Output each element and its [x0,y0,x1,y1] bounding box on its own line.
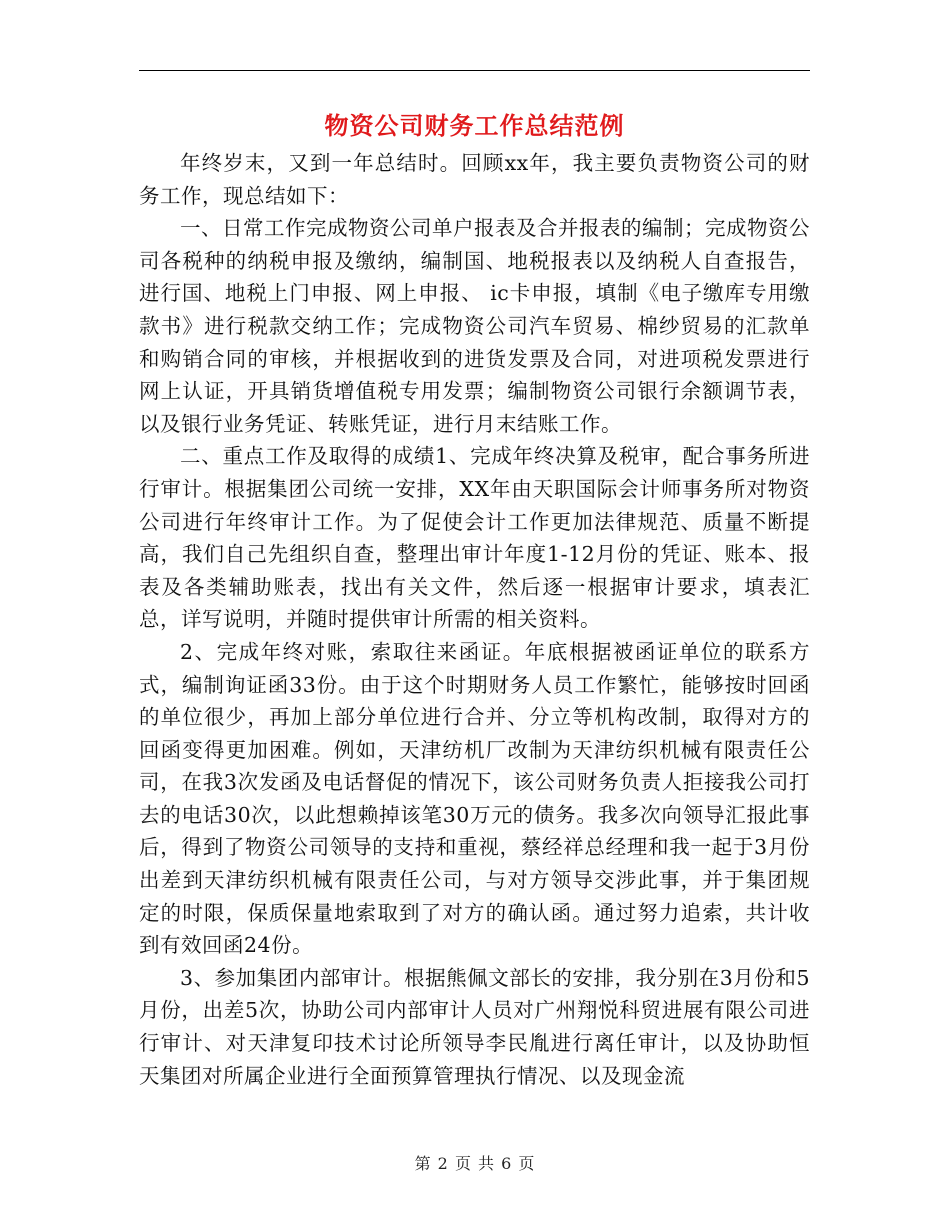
paragraph-confirmation: 2、完成年终对账，索取往来函证。年底根据被函证单位的联系方式，编制询证函33份。由于这个时期财务人员工作繁忙，能够按时回函的单位很少，再加上部分单位进行合并、分立等机构改制，取得对方的回函变得更加困难。例如，天津纺机厂改制为天津纺织机械有限责任公司，在我3次发函及电话督促的情况下，该公司财务负责人拒接我公司打去的电话30次，以此想赖掉该笔30万元的债务。我多次向领导汇报此事后，得到了物资公司领导的支持和重视，蔡经祥总经理和我一起于3月份出差到天津纺织机械有限责任公司，与对方领导交涉此事，并于集团规定的时限，保质保量地索取到了对方的确认函。通过努力追索，共计收到有效回函24份。 [139,639,810,958]
header-rule [139,70,810,71]
paragraph-key-work: 二、重点工作及取得的成绩1、完成年终决算及税审，配合事务所进行审计。根据集团公司统一安排，XX年由天职国际会计师事务所对物资公司进行年终审计工作。为了促使会计工作更加法律规范、质量不断提高，我们自己先组织自查，整理出审计年度1-12月份的凭证、账本、报表及各类辅助账表，找出有关文件，然后逐一根据审计要求，填表汇总，详写说明，并随时提供审计所需的相关资料。 [139,444,810,632]
paragraph-internal-audit: 3、参加集团内部审计。根据熊佩文部长的安排，我分别在3月份和5月份，出差5次，协助公司内部审计人员对广州翔悦科贸进展有限公司进行审计、对天津复印技术讨论所领导李民胤进行离任审计，以及协助恒天集团对所属企业进行全面预算管理执行情况、以及现金流 [139,965,810,1088]
document-body [139,147,810,1092]
document-title: 物资公司财务工作总结范例 [324,111,625,140]
page-number: 第 2 页 共 6 页 [414,1154,536,1173]
paragraph-intro: 年终岁末，又到一年总结时。回顾xx年，我主要负责物资公司的财务工作，现总结如下： [139,151,810,208]
paragraph-daily-work: 一、日常工作完成物资公司单户报表及合并报表的编制；完成物资公司各税种的纳税申报及缴纳，编制国、地税报表以及纳税人自查报告，进行国、地税上门申报、网上申报、 ic卡申报，填制《电子缴库专用缴款书》进行税款交纳工作；完成物资公司汽车贸易、棉纱贸易的汇款单和购销合同的审核，并根据收到的进货发票及合同，对进项税发票进行网上认证，开具销货增值税专用发票；编制物资公司银行余额调节表，以及银行业务凭证、转账凭证，进行月末结账工作。 [139,216,810,436]
